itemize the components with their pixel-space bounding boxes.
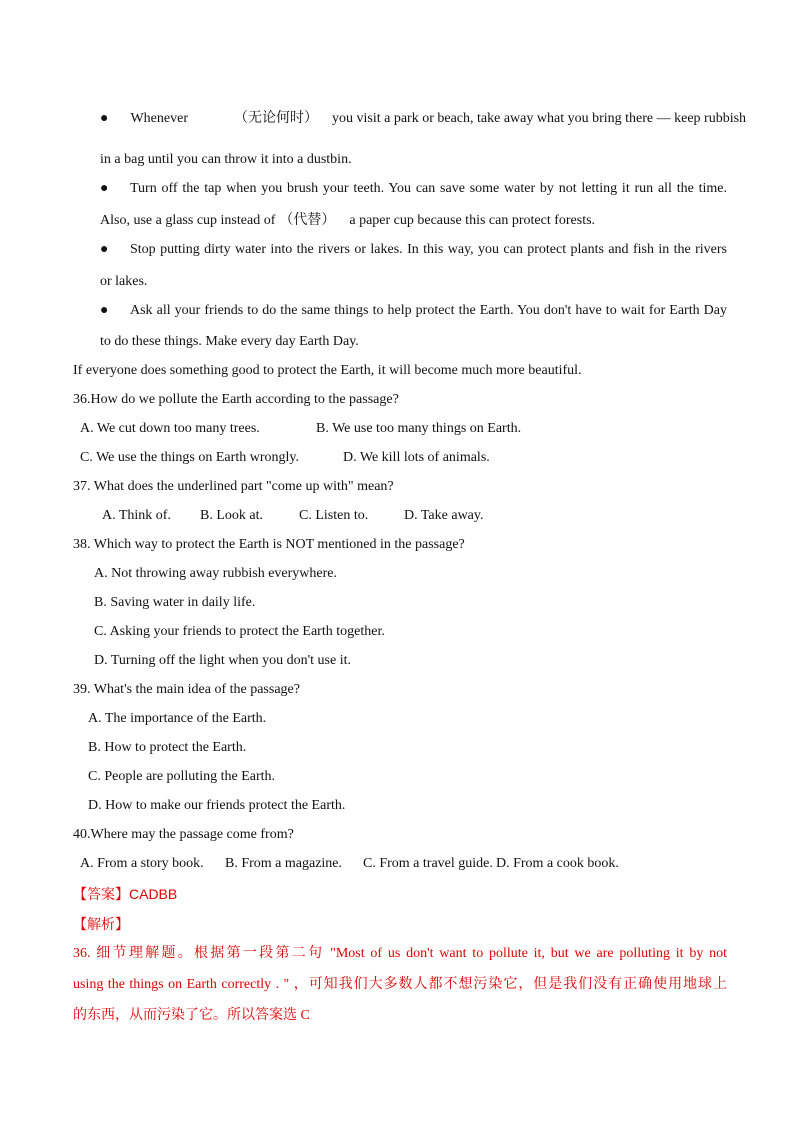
bullet-1-line-1: ● Whenever （无论何时） you visit a park or beach, take away what you bring there — keep rubbish	[100, 111, 747, 126]
analysis-line-2: using the things on Earth correctly . " ，可知我们大多数人都不想污染它，但是我们没有正确使用地球上	[73, 977, 727, 992]
question-40-option-a: A. From a story book.	[80, 856, 204, 871]
bullet-2-line-1: ● Turn off the tap when you brush your teeth. You can save some water by not letting it run all the time.	[100, 181, 727, 196]
bullet-dot: ●	[100, 303, 109, 318]
bullet-dot: ●	[100, 181, 109, 196]
question-37-option-c: C. Listen to.	[299, 508, 369, 523]
question-39-option-d: D. How to make our friends protect the Earth.	[88, 798, 346, 813]
question-37-stem: 37. What does the underlined part "come up with" mean?	[73, 479, 394, 494]
bullet-2-line-2: Also, use a glass cup instead of （代替） a paper cup because this can protect forests.	[100, 213, 596, 228]
question-36-option-a: A. We cut down too many trees.	[80, 421, 260, 436]
question-37-option-a: A. Think of.	[102, 508, 171, 523]
bullet-dot: ●	[100, 242, 109, 257]
question-40-option-b: B. From a magazine.	[225, 856, 343, 871]
bullet-1-line-2: in a bag until you can throw it into a dustbin.	[100, 152, 352, 167]
gloss-text: （无论何时）	[234, 111, 318, 126]
question-38-option-d: D. Turning off the light when you don't use it.	[94, 653, 351, 668]
answer-line	[73, 885, 177, 903]
bullet-3-line-2: or lakes.	[100, 274, 148, 289]
question-38-option-a: A. Not throwing away rubbish everywhere.	[94, 566, 337, 581]
question-36-stem: 36.How do we pollute the Earth according to the passage?	[73, 392, 399, 407]
question-36-option-c: C. We use the things on Earth wrongly.	[80, 450, 299, 465]
analysis-line-1: 36. 细节理解题。根据第一段第二句 "Most of us don't want to pollute it, but we are polluting it by not	[73, 946, 727, 961]
question-38-option-b: B. Saving water in daily life.	[94, 595, 256, 610]
question-38-stem: 38. Which way to protect the Earth is NOT mentioned in the passage?	[73, 537, 465, 552]
conclusion-paragraph: If everyone does something good to protect the Earth, it will become much more beautiful.	[73, 363, 582, 378]
bullet-dot: ●	[100, 111, 109, 126]
question-39-option-a: A. The importance of the Earth.	[88, 711, 267, 726]
analysis-line-3: 的东西，从而污染了它。所以答案选 C	[73, 1008, 310, 1023]
question-39-option-c: C. People are polluting the Earth.	[88, 769, 276, 784]
answer-label: 【答案】	[73, 886, 129, 902]
answer-value: CADBB	[129, 886, 178, 902]
question-36-option-b: B. We use too many things on Earth.	[316, 421, 522, 436]
analysis-label: 【解析】	[73, 916, 129, 932]
bullet-4-line-2: to do these things. Make every day Earth Day.	[100, 334, 359, 349]
question-40-option-c: C. From a travel guide.	[363, 856, 493, 871]
question-39-stem: 39. What's the main idea of the passage?	[73, 682, 300, 697]
bullet-4-line-1: ● Ask all your friends to do the same things to help protect the Earth. You don't have to wait for Earth Day	[100, 303, 727, 318]
question-38-option-c: C. Asking your friends to protect the Earth together.	[94, 624, 385, 639]
question-40-option-d: D. From a cook book.	[496, 856, 619, 871]
question-37-option-d: D. Take away.	[404, 508, 484, 523]
question-40-stem: 40.Where may the passage come from?	[73, 827, 294, 842]
question-37-option-b: B. Look at.	[200, 508, 263, 523]
question-36-option-d: D. We kill lots of animals.	[343, 450, 490, 465]
gloss-text: （代替）	[279, 213, 336, 228]
question-39-option-b: B. How to protect the Earth.	[88, 740, 247, 755]
bullet-3-line-1: ● Stop putting dirty water into the rivers or lakes. In this way, you can protect plants and fish in the rivers	[100, 242, 727, 257]
